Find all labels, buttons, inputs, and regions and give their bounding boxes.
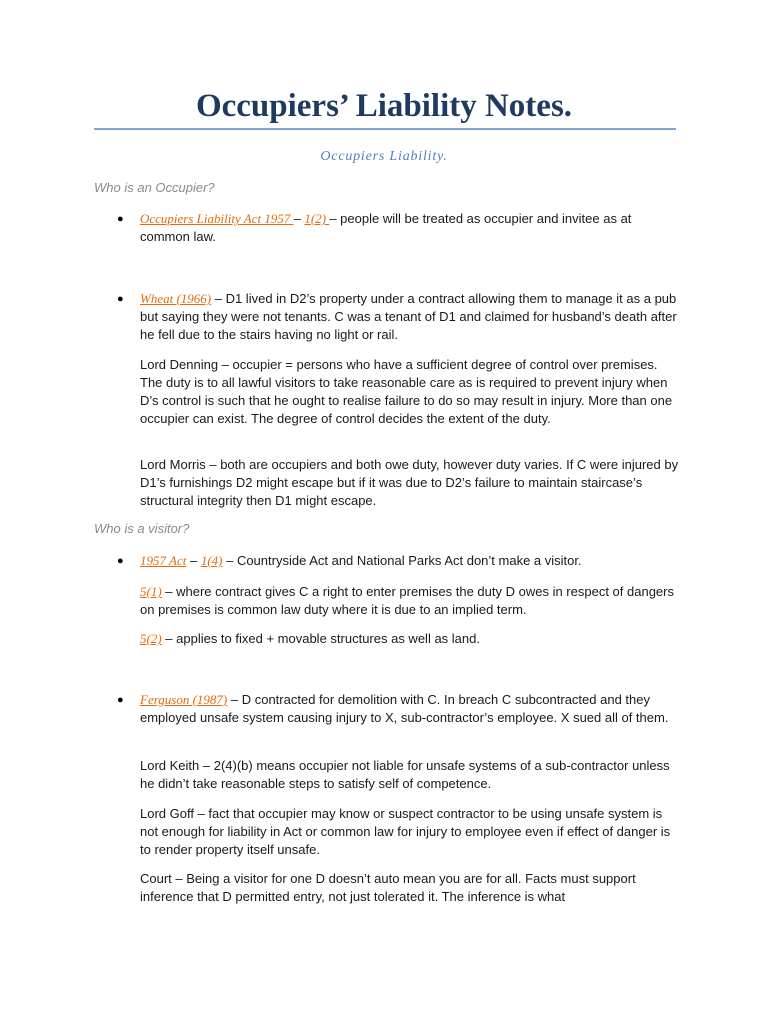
wheat-case-link[interactable]: Wheat (1966)	[140, 291, 212, 306]
bullet-icon: ●	[117, 555, 124, 567]
paragraph-text: – D1 lived in D2’s property under a contract allowing them to manage it as a pub but saying they were not tenants. C was a tenant of D1 and claimed for husband’s death after he fell due to the stairs having no light or rail.	[140, 291, 677, 342]
bullet-item-act-1957	[117, 210, 680, 246]
paragraph-text: – where contract gives C a right to enter premises the duty D owes in respect of dangers on premises is common law duty where it is due to an implied term.	[140, 584, 674, 617]
section-1-2-link[interactable]: 1(2)	[304, 211, 330, 226]
section-heading-visitor: Who is a visitor?	[94, 521, 190, 536]
bullet-icon: ●	[117, 293, 124, 305]
section-5-2-link[interactable]: 5(2)	[140, 631, 162, 646]
paragraph-text: – people will be treated as occupier and invitee as at common law.	[140, 211, 632, 244]
page-title: Occupiers’ Liability Notes.	[195, 88, 573, 124]
title-underline	[94, 128, 676, 130]
paragraph-5-2	[140, 630, 680, 648]
paragraph-text: – applies to fixed + movable structures as well as land.	[161, 631, 480, 646]
bullet-icon: ●	[117, 213, 124, 225]
paragraph-text: – D contracted for demolition with C. In breach C subcontracted and they employed unsafe system causing injury to X, sub-contractor’s employee. X sued all of them.	[140, 692, 669, 725]
paragraph-text: – Countryside Act and National Parks Act don’t make a visitor.	[222, 553, 582, 568]
bullet-icon: ●	[117, 694, 124, 706]
separator-text: –	[186, 553, 201, 568]
act-1957-link[interactable]: Occupiers Liability Act 1957	[140, 211, 294, 226]
bullet-item-1957-act	[117, 552, 680, 570]
paragraph-lord-keith: Lord Keith – 2(4)(b) means occupier not liable for unsafe systems of a sub-contractor unless he didn’t take reasonable steps to satisfy self of competence.	[140, 758, 670, 791]
bullet-item-wheat	[117, 290, 680, 344]
paragraph-5-1	[140, 583, 680, 619]
ferguson-case-link[interactable]: Ferguson (1987)	[140, 692, 228, 707]
section-5-1-link[interactable]: 5(1)	[140, 584, 162, 599]
separator-text: –	[293, 211, 305, 226]
paragraph-lord-denning: Lord Denning – occupier = persons who have a sufficient degree of control over premises. The duty is to all lawful visitors to take reasonable care as is required to prevent injury when D’s control is such that he ought to realise failure to do so may result in injury. More than one occupier can exist. The degree of control decides the extent of the duty.	[140, 357, 673, 426]
section-heading-occupier: Who is an Occupier?	[94, 180, 215, 195]
bullet-item-ferguson	[117, 691, 680, 727]
paragraph-lord-goff: Lord Goff – fact that occupier may know or suspect contractor to be using unsafe system is not enough for liability in Act or common law for injury to employee even if effect of danger is to render property itself unsafe.	[140, 806, 671, 857]
paragraph-lord-morris: Lord Morris – both are occupiers and both owe duty, however duty varies. If C were injured by D1’s furnishings D2 might escape but if it was due to D2’s failure to maintain staircase’s structural integrity then D1 might escape.	[140, 457, 679, 508]
act-1957-short-link[interactable]: 1957 Act	[140, 553, 187, 568]
section-1-4-link[interactable]: 1(4)	[200, 553, 223, 568]
subtitle: Occupiers Liability.	[320, 149, 448, 164]
paragraph-court: Court – Being a visitor for one D doesn’t auto mean you are for all. Facts must support inference that D permitted entry, not just tolerated it. The inference is what	[140, 871, 636, 904]
